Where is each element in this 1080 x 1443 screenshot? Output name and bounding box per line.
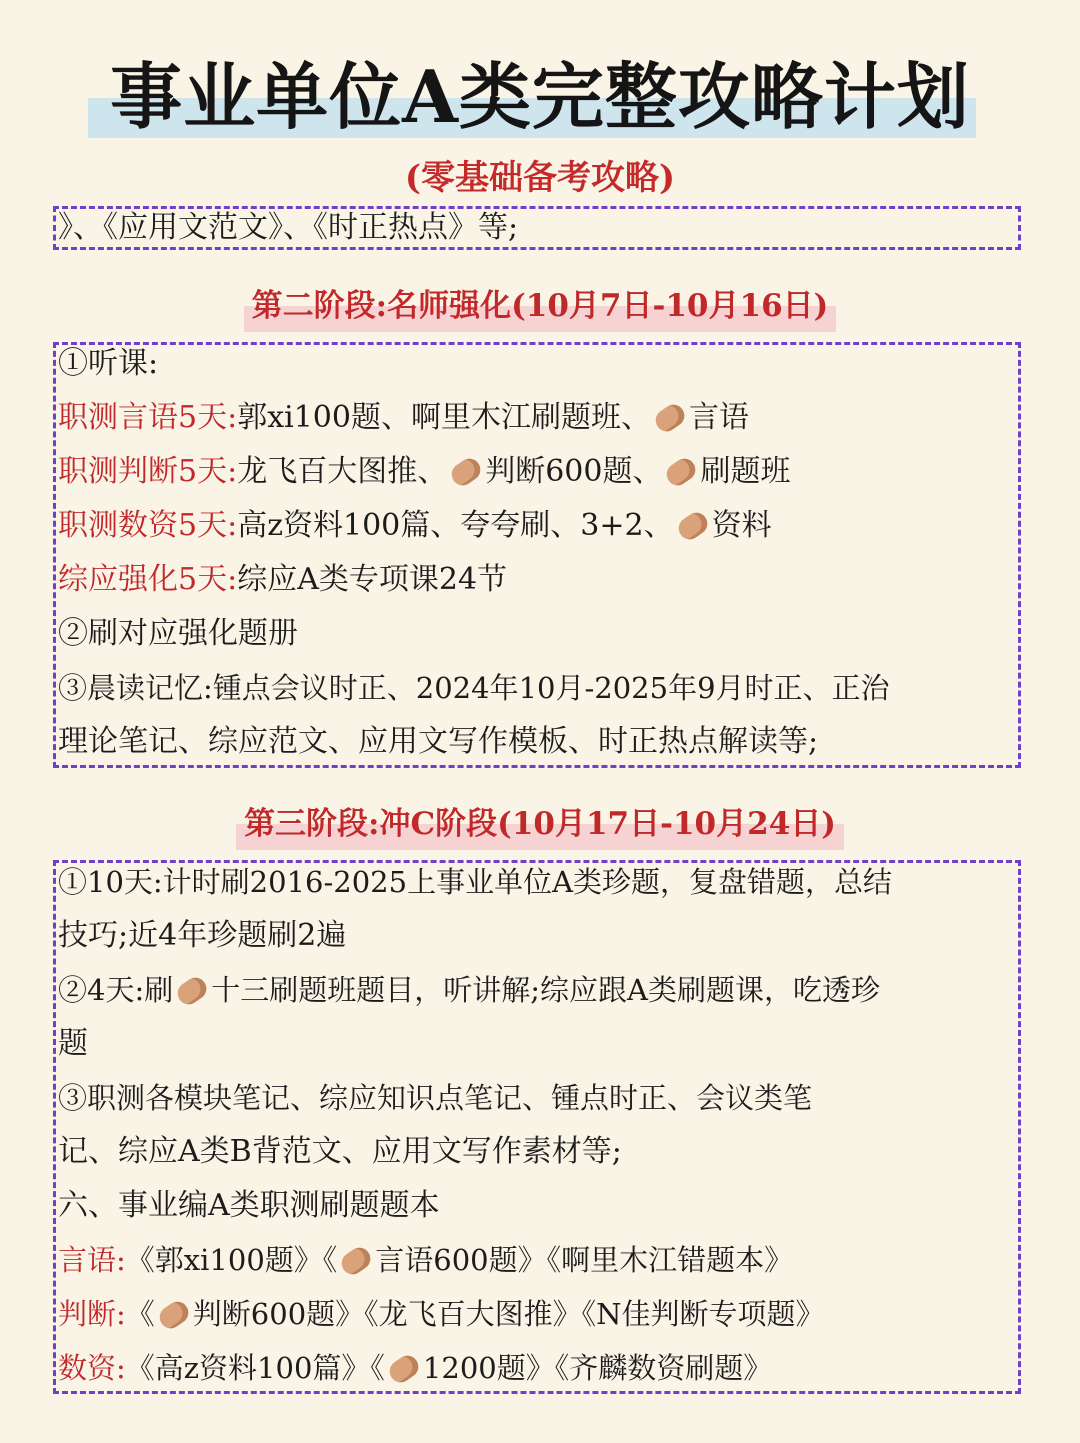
peanut-icon — [674, 508, 711, 543]
stage3-label-2: 判断: — [58, 1297, 126, 1331]
stage2-line-3: 职测判断5天:龙飞百大图推、 判断600题、 刷题班 — [58, 454, 791, 489]
stage1-tail-line: 》、《应用文范文》、《时正热点》等; — [58, 210, 519, 245]
stage3-line-9: 判断:《 判断600题》《龙飞百大图推》《N佳判断专项题》 — [58, 1297, 825, 1331]
stage3-line-1: ①10天:计时刷2016-2025上事业单位A类珍题，复盘错题，总结 — [58, 865, 893, 899]
stage2-line-4: 职测数资5天:高z资料100篇、夸夸刷、3+2、 资料 — [58, 508, 772, 543]
stage2-line-7: ③晨读记忆:锺点会议时正、2024年10月-2025年9月时正、正治 — [58, 671, 890, 705]
page-subtitle: (零基础备考攻略) — [404, 158, 676, 198]
peanut-icon — [663, 454, 700, 489]
stage2-label-1: 职测言语5天: — [58, 400, 238, 435]
stage3-line-7: 六、事业编A类职测刷题题本 — [58, 1188, 440, 1223]
stage2-title: 第二阶段:名师强化(10月7日-10月16日) — [0, 280, 1080, 332]
stage2-line-8: 理论笔记、综应范文、应用文写作模板、时正热点解读等; — [58, 724, 819, 759]
peanut-icon — [155, 1297, 192, 1332]
stage2-line-6: ②刷对应强化题册 — [58, 616, 298, 651]
peanut-icon — [338, 1243, 375, 1278]
stage3-line-8: 言语:《郭xi100题》《 言语600题》《啊里木江错题本》 — [58, 1243, 794, 1277]
stage3-line-2: 技巧;近4年珍题刷2遍 — [58, 918, 347, 953]
stage3-label-1: 言语: — [58, 1243, 126, 1277]
stage2-label-4: 综应强化5天: — [58, 562, 238, 597]
stage2-line-2: 职测言语5天:郭xi100题、啊里木江刷题班、 言语 — [58, 400, 749, 435]
stage2-label-3: 职测数资5天: — [58, 508, 238, 543]
stage3-title: 第三阶段:冲C阶段(10月17日-10月24日) — [0, 798, 1080, 850]
stage3-line-4: 题 — [58, 1026, 88, 1061]
stage3-line-3: ②4天:刷 十三刷题班题目，听讲解;综应跟A类刷题课，吃透珍 — [58, 973, 880, 1007]
stage1-tail-box — [53, 206, 1021, 250]
peanut-icon — [174, 973, 211, 1008]
stage3-line-5: ③职测各模块笔记、综应知识点笔记、锺点时正、会议类笔 — [58, 1081, 813, 1115]
peanut-icon — [651, 400, 688, 435]
stage2-label-2: 职测判断5天: — [58, 454, 238, 489]
stage3-line-10: 数资:《高z资料100篇》《 1200题》《齐麟数资刷题》 — [58, 1351, 773, 1385]
peanut-icon — [385, 1351, 422, 1386]
title-area — [0, 52, 1080, 142]
stage2-box — [53, 342, 1021, 768]
peanut-icon — [448, 454, 485, 489]
stage3-line-6: 记、综应A类B背范文、应用文写作素材等; — [58, 1134, 622, 1169]
stage2-line-1: ①听课: — [58, 346, 159, 381]
stage2-line-5: 综应强化5天:综应A类专项课24节 — [58, 562, 508, 597]
page-title: 事业单位A类完整攻略计划 — [110, 54, 970, 139]
stage3-box — [53, 860, 1021, 1394]
stage3-label-3: 数资: — [58, 1351, 126, 1385]
